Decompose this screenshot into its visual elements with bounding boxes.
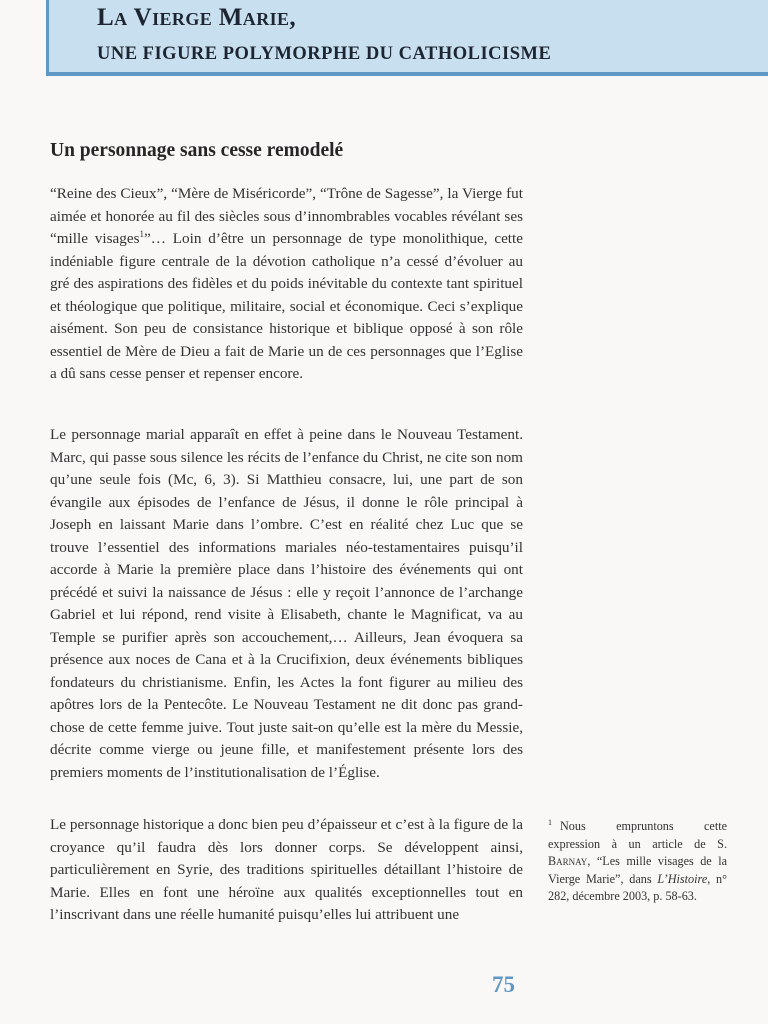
body-paragraph-2: Le personnage marial apparaît en effet à peine dans le Nouveau Testament. Marc, qui passe sous silence les récits de l’enfance du Christ, ne cite son nom qu’une seule fois (Mc, 6, 3). Si Matthieu consacre, lui, une part de son évangile aux épisodes de l’enfance de Jésus, il donne le rôle principal à Joseph en laissant Marie dans l’ombre. C’est en réalité chez Luc que se trouve l’essentiel des informations mariales néo-testamentaires puisqu’il accorde à Marie la première place dans l’histoire des événements qui ont précédé et suivi la naissance de Jésus : elle y reçoit l’annonce de l’archange Gabriel et lui répond, rend visite à Elisabeth, chante le Magnificat, va au Temple se purifier après son accouchement,… Ailleurs, Jean évoquera sa présence aux noces de Cana et à la Crucifixion, deux événements bibliques fondateurs du christianisme. Enfin, les Actes la font figurer au milieu des apôtres lors de la Pentecôte. Le Nouveau Testament ne dit donc pas grand-chose de cette femme juive. Tout juste sait-on qu’elle est la mère du Messie, décrite comme vierge ou jeune fille, et manifestement présente lors des premiers moments de l’institutionalisation de l’Église. [50, 426, 523, 781]
footnote-text-middle: , “Les mille visages de la Vierge Marie”, dans [548, 854, 727, 886]
section-heading: Un personnage sans cesse remodelé [50, 140, 344, 161]
chapter-subtitle: UNE FIGURE POLYMORPHE DU CATHOLICISME [97, 44, 552, 64]
body-paragraph-1 [50, 183, 523, 386]
footnote-publication: L’Histoire [657, 871, 708, 886]
footnote-number: 1 [548, 817, 552, 827]
chapter-header-band [46, 0, 768, 76]
page-number: 75 [492, 972, 515, 997]
paragraph-1-text-start: “Reine des Cieux”, “Mère de Miséricorde”, “Trône de Sagesse”, la Vierge fut aimée et honorée au fil des siècles sous d’innombrables vocables révélant ses “mille visages [50, 185, 523, 247]
body-paragraph-3: Le personnage historique a donc bien peu d’épaisseur et c’est à la figure de la croyance qu’il faudra dès lors donner corps. Se développent ainsi, particulièrement en Syrie, des traditions spirituelles détaillant l’histoire de Marie. Elles en font une héroïne aux qualités exceptionnelles tout en l’inscrivant dans une réelle humanité puisqu’elles lui attribuent une [50, 816, 523, 923]
footnote [548, 818, 727, 906]
paragraph-1-text-end: ”… Loin d’être un personnage de type monolithique, cette indéniable figure centrale de la dévotion catholique n’a cessé d’évoluer au gré des aspirations des fidèles et du poids inévitable du contexte tant spirituel et théologique que politique, militaire, social et économique. Ceci s’explique aisément. Son peu de consistance historique et biblique opposé à son rôle essentiel de Mère de Dieu a fait de Marie un de ces personnages que l’Eglise a dû sans cesse penser et repenser encore. [50, 230, 523, 382]
footnote-reference: 1 [139, 228, 144, 239]
footnote-text-start: Nous empruntons cette expression à un article de S. [548, 819, 727, 851]
chapter-title: La Vierge Marie, [97, 4, 297, 31]
footnote-author: Barnay [548, 854, 588, 868]
footnote-details: , n° 282, décembre 2003, p. 58-63. [548, 871, 727, 903]
